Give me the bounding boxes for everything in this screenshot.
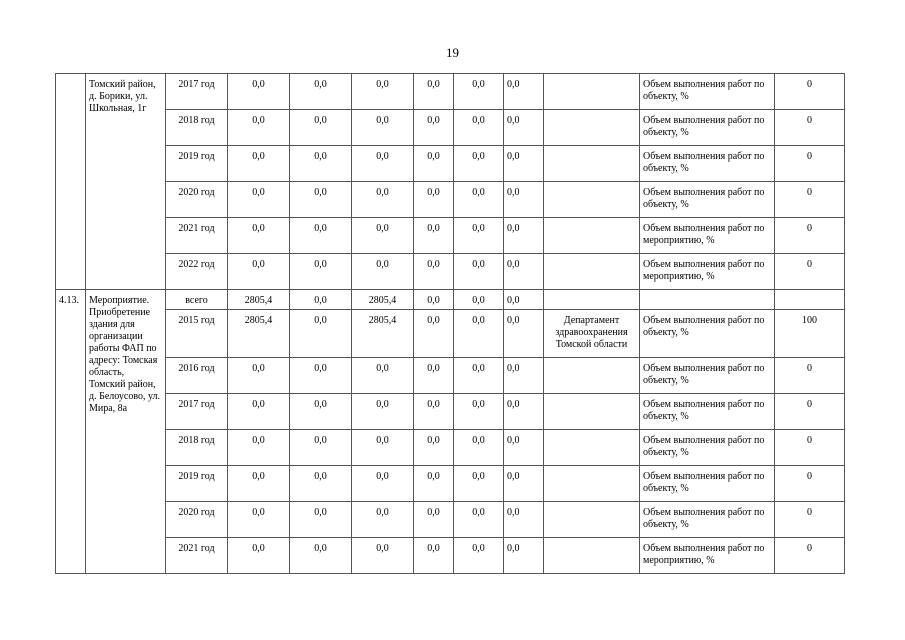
table-row [56, 182, 845, 218]
extra-cell: 0,0 [454, 538, 504, 574]
value-cell: 0 [775, 110, 845, 146]
executor-cell [544, 538, 640, 574]
total-cell: 0,0 [228, 74, 290, 110]
year-cell: 2017 год [166, 394, 228, 430]
extra-cell: 0,0 [454, 310, 504, 358]
local-cell: 0,0 [414, 466, 454, 502]
indicator-cell: Объем выполнения работ по объекту, % [640, 358, 775, 394]
local-cell: 0,0 [414, 146, 454, 182]
executor-cell [544, 218, 640, 254]
executor-cell [544, 394, 640, 430]
year-cell: 2021 год [166, 218, 228, 254]
federal-cell: 0,0 [290, 466, 352, 502]
value-cell: 100 [775, 310, 845, 358]
other-cell: 0,0 [504, 502, 544, 538]
extra-cell: 0,0 [454, 290, 504, 310]
year-cell: всего [166, 290, 228, 310]
federal-cell: 0,0 [290, 110, 352, 146]
local-cell: 0,0 [414, 310, 454, 358]
other-cell: 0,0 [504, 358, 544, 394]
other-cell: 0,0 [504, 310, 544, 358]
federal-cell: 0,0 [290, 254, 352, 290]
executor-cell [544, 430, 640, 466]
regional-cell: 0,0 [352, 394, 414, 430]
federal-cell: 0,0 [290, 430, 352, 466]
item-number [56, 74, 86, 290]
other-cell: 0,0 [504, 218, 544, 254]
value-cell: 0 [775, 182, 845, 218]
total-cell: 0,0 [228, 146, 290, 182]
local-cell: 0,0 [414, 502, 454, 538]
regional-cell: 2805,4 [352, 290, 414, 310]
extra-cell: 0,0 [454, 394, 504, 430]
local-cell: 0,0 [414, 74, 454, 110]
executor-cell [544, 254, 640, 290]
extra-cell: 0,0 [454, 146, 504, 182]
value-cell: 0 [775, 358, 845, 394]
total-cell: 0,0 [228, 538, 290, 574]
year-cell: 2018 год [166, 110, 228, 146]
executor-cell [544, 502, 640, 538]
total-cell: 0,0 [228, 182, 290, 218]
executor-cell [544, 466, 640, 502]
indicator-cell: Объем выполнения работ по объекту, % [640, 394, 775, 430]
other-cell: 0,0 [504, 146, 544, 182]
indicator-cell: Объем выполнения работ по объекту, % [640, 110, 775, 146]
value-cell: 0 [775, 430, 845, 466]
table-row [56, 430, 845, 466]
total-cell: 0,0 [228, 466, 290, 502]
indicator-cell: Объем выполнения работ по объекту, % [640, 502, 775, 538]
indicator-cell [640, 290, 775, 310]
value-cell: 0 [775, 394, 845, 430]
total-cell: 0,0 [228, 254, 290, 290]
other-cell: 0,0 [504, 182, 544, 218]
indicator-cell: Объем выполнения работ по объекту, % [640, 310, 775, 358]
year-cell: 2015 год [166, 310, 228, 358]
regional-cell: 0,0 [352, 218, 414, 254]
regional-cell: 0,0 [352, 538, 414, 574]
executor-cell [544, 74, 640, 110]
year-cell: 2022 год [166, 254, 228, 290]
regional-cell: 0,0 [352, 182, 414, 218]
other-cell: 0,0 [504, 394, 544, 430]
extra-cell: 0,0 [454, 430, 504, 466]
table-row [56, 218, 845, 254]
table-row [56, 538, 845, 574]
total-cell: 0,0 [228, 218, 290, 254]
year-cell: 2019 год [166, 146, 228, 182]
federal-cell: 0,0 [290, 502, 352, 538]
local-cell: 0,0 [414, 394, 454, 430]
executor-cell [544, 290, 640, 310]
regional-cell: 0,0 [352, 502, 414, 538]
year-cell: 2017 год [166, 74, 228, 110]
value-cell [775, 290, 845, 310]
other-cell: 0,0 [504, 74, 544, 110]
other-cell: 0,0 [504, 538, 544, 574]
total-cell: 2805,4 [228, 310, 290, 358]
executor-cell [544, 146, 640, 182]
table-row [56, 254, 845, 290]
other-cell: 0,0 [504, 110, 544, 146]
regional-cell: 0,0 [352, 110, 414, 146]
federal-cell: 0,0 [290, 358, 352, 394]
executor-cell [544, 110, 640, 146]
value-cell: 0 [775, 74, 845, 110]
value-cell: 0 [775, 254, 845, 290]
year-cell: 2020 год [166, 502, 228, 538]
federal-cell: 0,0 [290, 290, 352, 310]
regional-cell: 0,0 [352, 74, 414, 110]
total-cell: 0,0 [228, 110, 290, 146]
table-row [56, 358, 845, 394]
federal-cell: 0,0 [290, 394, 352, 430]
federal-cell: 0,0 [290, 74, 352, 110]
value-cell: 0 [775, 146, 845, 182]
indicator-cell: Объем выполнения работ по объекту, % [640, 74, 775, 110]
indicator-cell: Объем выполнения работ по объекту, % [640, 182, 775, 218]
extra-cell: 0,0 [454, 218, 504, 254]
item-number: 4.13. [56, 290, 86, 574]
table-row [56, 310, 845, 358]
indicator-cell: Объем выполнения работ по объекту, % [640, 430, 775, 466]
local-cell: 0,0 [414, 538, 454, 574]
extra-cell: 0,0 [454, 254, 504, 290]
federal-cell: 0,0 [290, 146, 352, 182]
local-cell: 0,0 [414, 218, 454, 254]
federal-cell: 0,0 [290, 218, 352, 254]
executor-cell: Департамент здравоохранения Томской области [544, 310, 640, 358]
program-table [55, 73, 845, 574]
page-number: 19 [446, 45, 459, 60]
year-cell: 2020 год [166, 182, 228, 218]
regional-cell: 2805,4 [352, 310, 414, 358]
regional-cell: 0,0 [352, 254, 414, 290]
regional-cell: 0,0 [352, 466, 414, 502]
indicator-cell: Объем выполнения работ по объекту, % [640, 466, 775, 502]
local-cell: 0,0 [414, 290, 454, 310]
value-cell: 0 [775, 502, 845, 538]
extra-cell: 0,0 [454, 358, 504, 394]
local-cell: 0,0 [414, 110, 454, 146]
year-cell: 2016 год [166, 358, 228, 394]
regional-cell: 0,0 [352, 430, 414, 466]
value-cell: 0 [775, 466, 845, 502]
regional-cell: 0,0 [352, 358, 414, 394]
federal-cell: 0,0 [290, 182, 352, 218]
other-cell: 0,0 [504, 466, 544, 502]
executor-cell [544, 182, 640, 218]
year-cell: 2019 год [166, 466, 228, 502]
local-cell: 0,0 [414, 358, 454, 394]
federal-cell: 0,0 [290, 538, 352, 574]
local-cell: 0,0 [414, 182, 454, 218]
other-cell: 0,0 [504, 430, 544, 466]
extra-cell: 0,0 [454, 74, 504, 110]
total-cell: 0,0 [228, 502, 290, 538]
year-cell: 2018 год [166, 430, 228, 466]
indicator-cell: Объем выполнения работ по мероприятию, % [640, 538, 775, 574]
item-name: Мероприятие. Приобретение здания для организации работы ФАП по адресу: Томская область, Томский район, д. Белоусово, ул. Мира, 8а [86, 290, 166, 574]
table-row [56, 394, 845, 430]
table-row [56, 146, 845, 182]
table-row [56, 290, 845, 310]
total-cell: 0,0 [228, 430, 290, 466]
local-cell: 0,0 [414, 430, 454, 466]
extra-cell: 0,0 [454, 110, 504, 146]
extra-cell: 0,0 [454, 182, 504, 218]
table-row [56, 466, 845, 502]
year-cell: 2021 год [166, 538, 228, 574]
table-row [56, 502, 845, 538]
table-row [56, 110, 845, 146]
federal-cell: 0,0 [290, 310, 352, 358]
item-name: Томский район, д. Борики, ул. Школьная, 1г [86, 74, 166, 290]
indicator-cell: Объем выполнения работ по объекту, % [640, 146, 775, 182]
extra-cell: 0,0 [454, 502, 504, 538]
regional-cell: 0,0 [352, 146, 414, 182]
value-cell: 0 [775, 218, 845, 254]
total-cell: 0,0 [228, 358, 290, 394]
indicator-cell: Объем выполнения работ по мероприятию, % [640, 254, 775, 290]
other-cell: 0,0 [504, 290, 544, 310]
local-cell: 0,0 [414, 254, 454, 290]
executor-cell [544, 358, 640, 394]
extra-cell: 0,0 [454, 466, 504, 502]
total-cell: 2805,4 [228, 290, 290, 310]
indicator-cell: Объем выполнения работ по мероприятию, % [640, 218, 775, 254]
table-row [56, 74, 845, 110]
total-cell: 0,0 [228, 394, 290, 430]
other-cell: 0,0 [504, 254, 544, 290]
value-cell: 0 [775, 538, 845, 574]
